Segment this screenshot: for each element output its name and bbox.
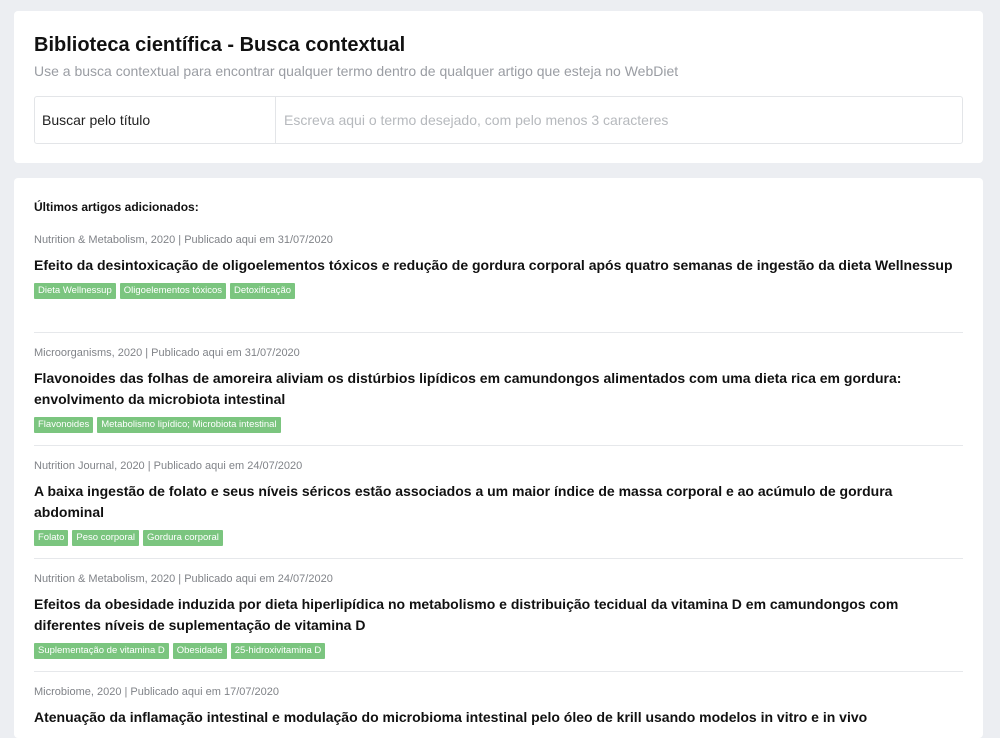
article-meta: Nutrition & Metabolism, 2020 | Publicado aqui em 24/07/2020 [34,573,333,585]
article-item [34,233,963,333]
article-item [34,333,963,446]
keyword-tag[interactable]: Detoxificação [230,283,295,299]
article-item [34,672,963,738]
keyword-tag[interactable]: Dieta Wellnessup [34,283,116,299]
article-tags [34,283,963,299]
section-heading: Últimos artigos adicionados: [34,200,199,214]
article-item [34,446,963,559]
recent-articles-card [14,178,983,738]
search-input[interactable] [276,97,962,143]
article-tags [34,417,963,433]
keyword-tag[interactable]: Obesidade [173,643,227,659]
article-title-link[interactable]: Atenuação da inflamação intestinal e modulação do microbioma intestinal pelo óleo de krill usando modelos in vitro e in vivo [34,709,868,725]
article-title-link[interactable]: Flavonoides das folhas de amoreira aliviam os distúrbios lipídicos em camundongos alimentados com uma dieta rica em gordura: envolvimento da microbiota intestinal [34,370,902,407]
article-meta: Microorganisms, 2020 | Publicado aqui em 31/07/2020 [34,347,300,359]
keyword-tag[interactable]: Flavonoides [34,417,93,433]
keyword-tag[interactable]: Suplementação de vitamina D [34,643,169,659]
page-subtitle: Use a busca contextual para encontrar qualquer termo dentro de qualquer artigo que esteja no WebDiet [34,63,679,79]
keyword-tag[interactable]: Metabolismo lipídico; Microbiota intestinal [97,417,280,433]
search-card [14,11,983,163]
keyword-tag[interactable]: Peso corporal [72,530,139,546]
keyword-tag[interactable]: Gordura corporal [143,530,223,546]
keyword-tag[interactable]: Folato [34,530,68,546]
page-title: Biblioteca científica - Busca contextual [34,34,406,56]
article-meta: Nutrition & Metabolism, 2020 | Publicado aqui em 31/07/2020 [34,234,333,246]
keyword-tag[interactable]: Oligoelementos tóxicos [120,283,226,299]
article-list [34,233,963,738]
article-title-link[interactable]: A baixa ingestão de folato e seus níveis séricos estão associados a um maior índice de massa corporal e ao acúmulo de gordura abdominal [34,483,893,520]
article-title-link[interactable]: Efeito da desintoxicação de oligoelementos tóxicos e redução de gordura corporal após quatro semanas de ingestão da dieta Wellnessup [34,257,953,273]
article-tags [34,643,963,659]
article-meta: Microbiome, 2020 | Publicado aqui em 17/07/2020 [34,686,280,698]
search-box [34,96,963,144]
article-item [34,559,963,672]
article-title-link[interactable]: Efeitos da obesidade induzida por dieta hiperlipídica no metabolismo e distribuição tecidual da vitamina D em camundongos com diferentes níveis de suplementação de vitamina D [34,596,899,633]
article-tags [34,530,963,546]
search-label: Buscar pelo título [35,97,276,143]
keyword-tag[interactable]: 25-hidroxivitamina D [231,643,326,659]
article-meta: Nutrition Journal, 2020 | Publicado aqui em 24/07/2020 [34,460,303,472]
